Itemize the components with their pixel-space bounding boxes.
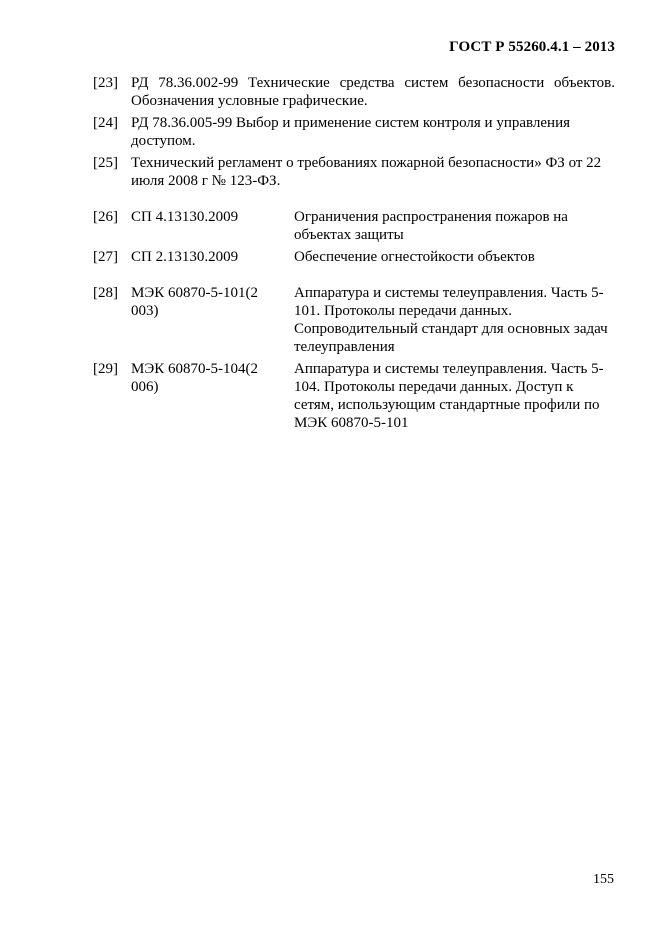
reference-code: МЭК 60870-5-101(2003) [131, 285, 258, 319]
reference-item [93, 114, 615, 150]
reference-number: [27] [93, 249, 118, 265]
reference-table-row [93, 284, 615, 356]
reference-item [93, 154, 615, 190]
reference-code: СП 4.13130.2009 [131, 209, 239, 225]
reference-description: Аппаратура и системы телеуправления. Часть 5-104. Протоколы передачи данных. Доступ к сетям, использующим стандартные профили по МЭК 60870-5-101 [294, 361, 604, 431]
reference-description: Аппаратура и системы телеуправления. Часть 5-101. Протоколы передачи данных. Сопроводительный стандарт для основных задач телеуправления [294, 285, 608, 355]
reference-number: [26] [93, 209, 118, 225]
reference-number: [24] [93, 115, 118, 131]
document-header: ГОСТ Р 55260.4.1 – 2013 [449, 39, 615, 55]
reference-item [93, 74, 615, 110]
references-list [93, 74, 615, 432]
reference-text: РД 78.36.002-99 Технические средства систем безопасности объектов. Обозначения условные графические. [131, 75, 615, 109]
reference-code: МЭК 60870-5-104(2006) [131, 361, 258, 395]
reference-number: [29] [93, 361, 118, 377]
page-number: 155 [593, 872, 614, 887]
reference-table-row [93, 248, 615, 266]
reference-number: [28] [93, 285, 118, 301]
reference-text: РД 78.36.005-99 Выбор и применение систем контроля и управления доступом. [131, 115, 571, 149]
reference-code: СП 2.13130.2009 [131, 249, 239, 265]
reference-number: [23] [93, 75, 118, 91]
reference-text: Технический регламент о требованиях пожарной безопасности» ФЗ от 22 июля 2008 г № 123-ФЗ. [131, 155, 602, 189]
reference-description: Обеспечение огнестойкости объектов [294, 249, 535, 265]
reference-description: Ограничения распространения пожаров на объектах защиты [294, 209, 568, 243]
reference-table-row [93, 360, 615, 432]
reference-table-row [93, 208, 615, 244]
reference-number: [25] [93, 155, 118, 171]
